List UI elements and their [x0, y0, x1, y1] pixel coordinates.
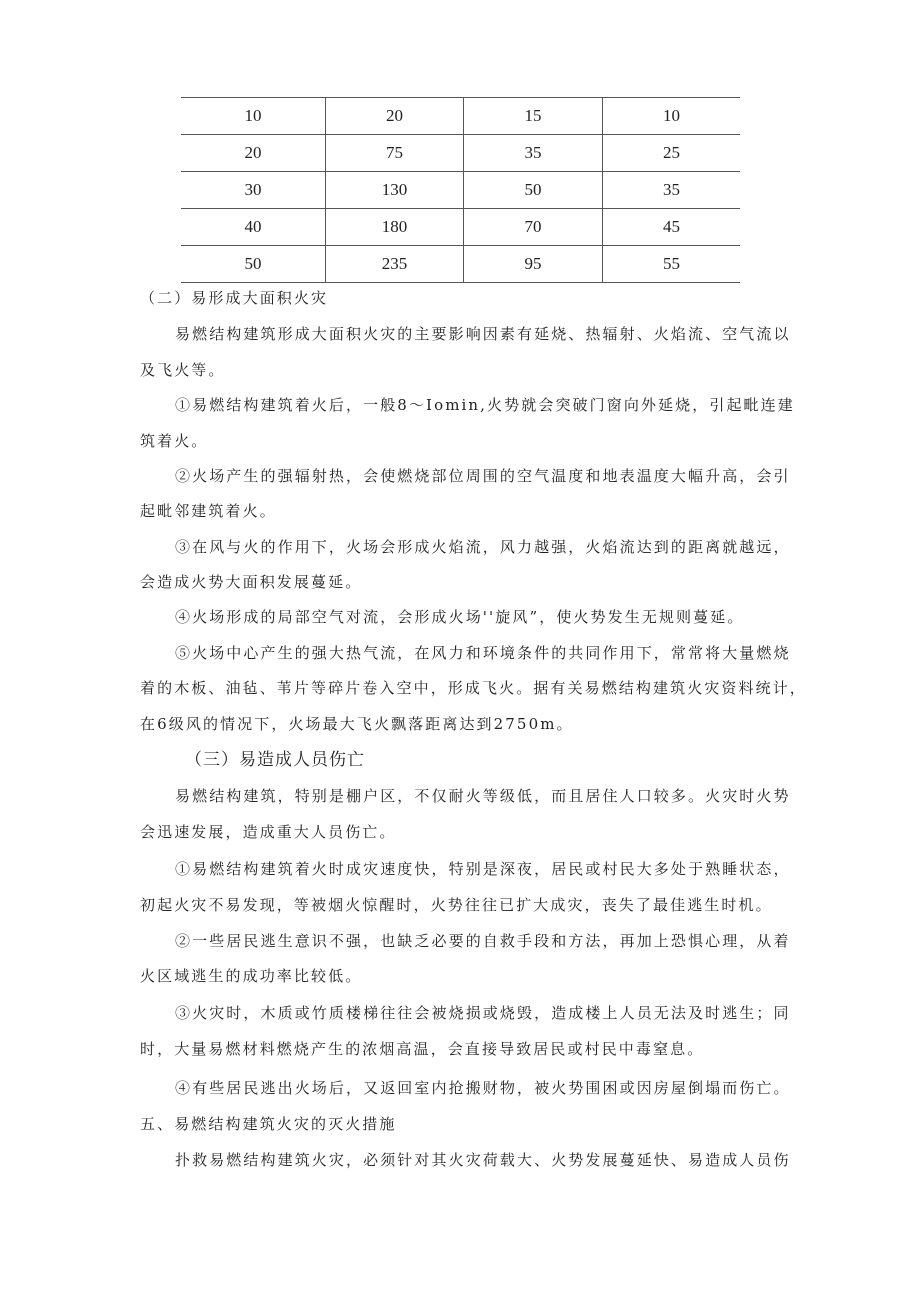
- text-line: ②火场产生的强辐射热，会使燃烧部位周围的空气温度和地表温度大幅升高，会引: [175, 467, 791, 485]
- table-cell: 75: [326, 135, 464, 172]
- text-line: ①易燃结构建筑着火时成灾速度快，特别是深夜，居民或村民大多处于熟睡状态，: [175, 860, 791, 878]
- text-line: ①易燃结构建筑着火后，一般8～Iomin,火势就会突破门窗向外延烧，引起毗连建: [175, 396, 795, 414]
- text-line: 筑着火。: [140, 432, 209, 450]
- text-line: ⑤火场中心产生的强大热气流，在风力和环境条件的共同作用下，常常将大量燃烧: [175, 644, 791, 662]
- table-cell: 15: [464, 98, 603, 135]
- text-line: ④有些居民逃出火场后，又返回室内抢搬财物，被火势围困或因房屋倒塌而伤亡。: [175, 1079, 791, 1097]
- table-cell: 55: [603, 246, 741, 283]
- text-line: ②一些居民逃生意识不强，也缺乏必要的自救手段和方法，再加上恐惧心理，从着: [175, 932, 791, 950]
- table-cell: 20: [181, 135, 326, 172]
- table-cell: 180: [326, 209, 464, 246]
- text-line: ④火场形成的局部空气对流，会形成火场''旋风”，使火势发生无规则蔓延。: [175, 608, 745, 626]
- section-heading: （三）易造成人员伤亡: [185, 750, 365, 770]
- table-cell: 20: [326, 98, 464, 135]
- text-line: 在6级风的情况下，火场最大飞火飘落距离达到2750m。: [140, 715, 574, 733]
- text-line: 会迅速发展，造成重大人员伤亡。: [140, 823, 397, 841]
- table-cell: 70: [464, 209, 603, 246]
- text-line: 初起火灾不易发现，等被烟火惊醒时，火势往往已扩大成灾，丧失了最佳逃生时机。: [140, 896, 773, 914]
- text-line: ③火灾时，木质或竹质楼梯往往会被烧损或烧毁，造成楼上人员无法及时逃生；同: [175, 1004, 791, 1022]
- table-cell: 30: [181, 172, 326, 209]
- table-cell: 95: [464, 246, 603, 283]
- table-cell: 45: [603, 209, 741, 246]
- table-row: [181, 209, 740, 246]
- text-line: 易燃结构建筑，特别是棚户区，不仅耐火等级低，而且居住人口较多。火灾时火势: [175, 787, 791, 805]
- table-row: [181, 135, 740, 172]
- table-cell: 10: [603, 98, 741, 135]
- table-cell: 50: [181, 246, 326, 283]
- table-cell: 35: [464, 135, 603, 172]
- section-heading: 五、易燃结构建筑火灾的灭火措施: [140, 1115, 397, 1133]
- text-line: 及飞火等。: [140, 361, 226, 379]
- text-line: 火区域逃生的成功率比较低。: [140, 967, 363, 985]
- data-table: [181, 97, 740, 283]
- table-cell: 25: [603, 135, 741, 172]
- table-cell: 130: [326, 172, 464, 209]
- text-line: 会造成火势大面积发展蔓延。: [140, 573, 363, 591]
- table-row: [181, 172, 740, 209]
- text-line: ③在风与火的作用下，火场会形成火焰流，风力越强，火焰流达到的距离就越远，: [175, 538, 791, 556]
- table-cell: 35: [603, 172, 741, 209]
- text-line: 扑救易燃结构建筑火灾，必须针对其火灾荷载大、火势发展蔓延快、易造成人员伤: [175, 1151, 791, 1169]
- table-cell: 50: [464, 172, 603, 209]
- table-row: [181, 246, 740, 283]
- text-line: 时，大量易燃材料燃烧产生的浓烟高温，会直接导致居民或村民中毒窒息。: [140, 1040, 705, 1058]
- text-line: 着的木板、油毡、苇片等碎片卷入空中，形成飞火。据有关易燃结构建筑火灾资料统计，: [140, 679, 807, 697]
- text-line: 易燃结构建筑形成大面积火灾的主要影响因素有延烧、热辐射、火焰流、空气流以: [175, 325, 791, 343]
- section-heading: （二）易形成大面积火灾: [140, 289, 329, 307]
- table-cell: 40: [181, 209, 326, 246]
- text-line: 起毗邻建筑着火。: [140, 502, 277, 520]
- table-cell: 10: [181, 98, 326, 135]
- table-cell: 235: [326, 246, 464, 283]
- table-row: [181, 98, 740, 135]
